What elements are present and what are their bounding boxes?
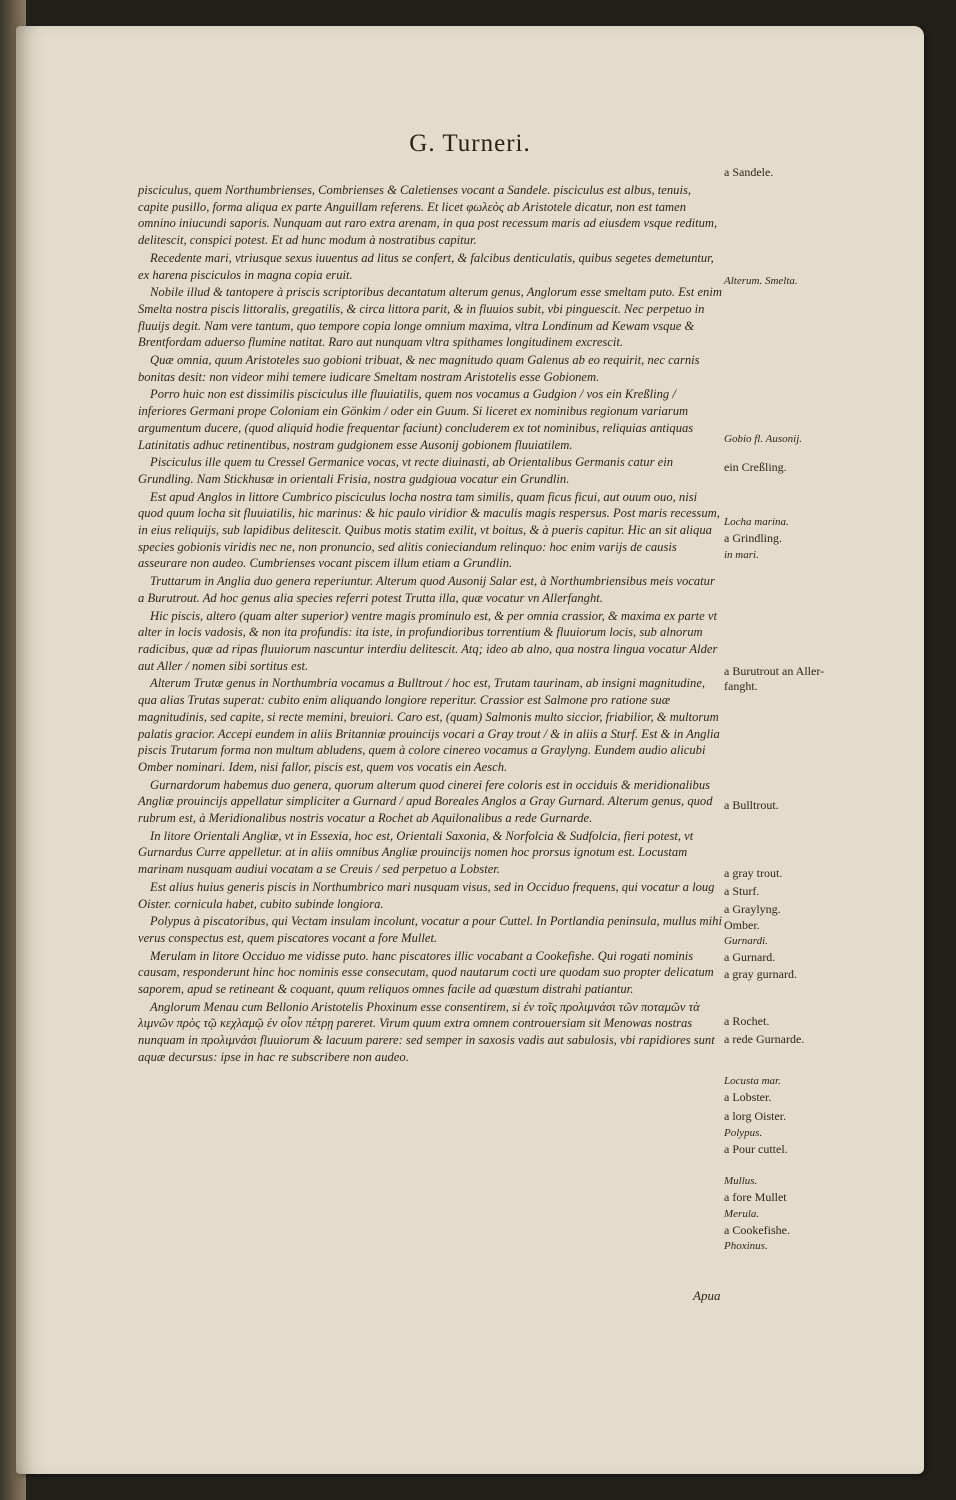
- margin-note: Alterum. Smelta.: [724, 275, 798, 287]
- margin-note: Omber.: [724, 918, 760, 932]
- margin-note: in mari.: [724, 549, 759, 561]
- margin-note: a Graylyng.: [724, 902, 781, 916]
- margin-note: a Lobster.: [724, 1090, 772, 1104]
- margin-note: Gurnardi.: [724, 935, 768, 947]
- margin-note: a Grindling.: [724, 531, 782, 545]
- margin-note: ein Creßling.: [724, 460, 787, 474]
- margin-note: a fore Mullet: [724, 1190, 787, 1204]
- margin-note: a lorg Oister.: [724, 1109, 787, 1123]
- margin-note: Gobio fl. Ausonij.: [724, 433, 803, 445]
- margin-note: a Burutrout an Aller-fanght.: [724, 664, 825, 693]
- margin-note: a Rochet.: [724, 1014, 770, 1028]
- paragraph-11: Gurnardorum habemus duo genera, quorum alterum quod cinerei fere coloris est in occiduis & meridionalibus Angliæ prouincijs appellatur simpliciter a Gurnard / apud Boreales Anglos a Gray Gurnard. Alterum genus, quod rubrum est, à Meridionalibus nostris vocatur a Rochet ab Aquilonalibus a rede Gurnarde.: [138, 777, 713, 826]
- margin-note: a Cookefishe.: [724, 1223, 790, 1237]
- paragraph-14: Polypus à piscatoribus, qui Vectam insulam incolunt, vocatur a pour Cuttel. In Portlandia peninsula, mullus mihi verus conspectus est, quem piscatores vocant a fore Mullet.: [138, 914, 722, 945]
- margin-note: a gray gurnard.: [724, 967, 797, 981]
- paragraph-1: pisciculus, quem Northumbrienses, Combrienses & Caletienses vocant a Sandele. pisciculus est albus, tenuis, capite pusillo, forma aliqua ex parte Anguillam referens. Et licet φωλεὸς ab Aristotele dicatur, non est tamen omnino iniucundi saporis. Nunquam aut raro extra arenam, in qua post recessum maris ad eiusdem vsque reditum, delitescit, conspici potest. Et ad hunc modum à nostratibus capitur.: [138, 183, 718, 248]
- margin-note: Locha marina.: [724, 516, 789, 528]
- catchword: Apua: [693, 1288, 721, 1303]
- body-text: [138, 182, 723, 1067]
- paragraph-9: Hic piscis, altero (quam alter superior) ventre magis prominulo est, & per omnia crassior, & maxima ex parte vt alter in locis vadosis, & non ita profundis: ita iste, in profundioribus torrentium & fluuiorum locis, sub alnorum radicibus, quæ ad ripas fluuiorum nascuntur interdiu delitescit. Atq; ideo ab alno, qua nostra lingua vocatur Alder aut Aller / nomen sibi sortitus est.: [138, 608, 718, 673]
- margin-note: Merula.: [724, 1208, 760, 1220]
- paragraph-8: Truttarum in Anglia duo genera reperiuntur. Alterum quod Ausonij Salar est, à Northumbriensibus meis vocatur a Burutrout. Ad hoc genus alia species referri potest Trutta illa, quæ vocatur vn Allerfanght.: [138, 574, 715, 605]
- margin-note: Phoxinus.: [724, 1240, 768, 1252]
- paragraph-15: Merulam in litore Occiduo me vidisse puto. hanc piscatores illic vocabant a Cookefishe. Qui rogati nominis causam, responderunt hinc hoc nominis esse consecutam, quod nautarum cocti ure quodam suo propter delicatum saporem, apud se retineant & coquant, quum reliquos omnes facile ad quæstum distrahi patiantur.: [138, 948, 714, 997]
- margin-note: a Gurnard.: [724, 950, 776, 964]
- paragraph-3: Nobile illud & tantopere à priscis scriptoribus decantatum alterum genus, Anglorum esse smeltam puto. Est enim Smelta nostra piscis littoralis, gregatilis, & circa littora parit, & in fluuios subit, vbi pinguescit. Nec perpetuo in fluuijs degit. Nam vere tantum, quo tempore copia longe omnium maxima, vltra Londinum ad Kewam vsque & Brentfordam aduerso flumine natitat. Raro aut nunquam vltra spithames longitudinem excrescit.: [138, 285, 722, 350]
- paragraph-16: Anglorum Menau cum Bellonio Aristotelis Phoxinum esse consentirem, si ἐν τοῖς προλιμνάσι τῶν ποταμῶν τὰ λιμνῶν πρὸς τῷ κεχλαμῷ ἐν οἷον πέτρῃ pareret. Virum quum extra omnem controuersiam sit Menowas nostras nunquam in προλιμνάσι fluuiorum & lacuum parere: sed semper in saxosis vadis aut sabulosis, vbi rapidiores sunt aquæ decursus: ipse in hac re subscribere non audeo.: [138, 999, 715, 1064]
- paragraph-2: Recedente mari, vtriusque sexus iuuentus ad litus se confert, & falcibus denticulatis, quibus segetes demetuntur, ex harena pisciculos in magna copia eruit.: [138, 250, 714, 282]
- margin-note: Mullus.: [724, 1175, 758, 1187]
- margin-note: a Pour cuttel.: [724, 1142, 788, 1156]
- paragraph-4: Quæ omnia, quum Aristoteles suo gobioni tribuat, & nec magnitudo quam Galenus ab eo requirit, nec carnis bonitas desit: non videor mihi temere iudicare Smeltam nostram Aristotelis esse Gobionem.: [138, 353, 700, 384]
- margin-note: a Sturf.: [724, 884, 760, 898]
- margin-note: Locusta mar.: [724, 1075, 781, 1087]
- paragraph-10: Alterum Trutæ genus in Northumbria vocamus a Bulltrout / hoc est, Trutam taurinam, ab insigni magnitudine, qua alias Trutas superat: cubito enim aliquando longiore reperitur. Crassior est Salmone pro ratione suæ magnitudinis, sed capite, si recte memini, breuiori. Caro est, (quam) Salmonis multo siccior, friabilior, & multorum palatis gracior. Accepi eundem in aliis Britanniæ prouincijs vocari a Gray trout / & in aliis a Sturf. Est & in Anglia piscis Trutarum forma non multum abludens, quem à colore cinereo vocamus a Graylyng. Eundem audio alicubi Omber nominari. Idem, nisi fallor, piscis est, quem vos vocatis ein Aesch.: [138, 676, 720, 774]
- margin-note: Polypus.: [724, 1127, 763, 1139]
- margin-note: a Sandele.: [724, 165, 774, 179]
- paragraph-6: Pisciculus ille quem tu Cressel Germanice vocas, vt recte diuinasti, ab Orientalibus Germanis catur ein Grundling. Nam Stickhusæ in orientali Frisia, nostra gudgioua vocatur ein Grundlin.: [138, 455, 674, 486]
- book-page: [16, 26, 924, 1474]
- margin-note: a Bulltrout.: [724, 798, 779, 812]
- paragraph-12: In litore Orientali Angliæ, vt in Essexia, hoc est, Orientali Saxonia, & Norfolcia & Sudfolcia, fieri potest, vt Gurnardus Curre appelletur. at in aliis omnibus Angliæ prouincijs nomen hoc prorsus ignotum est. Locustam marinam nusquam audiui vocatam a se Creuis / sed perpetuo a Lobster.: [138, 828, 694, 877]
- margin-note: a gray trout.: [724, 866, 783, 880]
- margin-note: a rede Gurnarde.: [724, 1032, 805, 1046]
- paragraph-13: Est alius huius generis piscis in Northumbrico mari nusquam visus, sed in Occiduo frequens, qui vocatur a loug Oister. cornicula habet, cubito subinde longiora.: [138, 879, 715, 911]
- paragraph-5: Porro huic non est dissimilis pisciculus ille fluuiatilis, quem nos vocamus a Gudgion / vos ein Kreßling / inferiores Germani prope Coloniam ein Gönkim / oder ein Guum. Si liceret ex nominibus regionum variarum argumentum ducere, (quod aliquid hodie frequentar faciunt) concluderem ex tot nominibus, reliquias antiquas Latinitatis adhuc retinentibus, nostram gudgionem esse Ausonij gobionem fluuiatilem.: [138, 387, 694, 452]
- paragraph-7: Est apud Anglos in littore Cumbrico pisciculus locha nostra tam similis, quam ficus ficui, aut ouum ouo, nisi quod quum locha sit fluuiatilis, hic marinus: & hic paulo viridior & maculis magis respersus. Post maris recessum, in eius reliquijs, sub lapidibus delitescit. Quibus motis statim exilit, vt boitus, & à pueris capitur. Hic an sit aliqua species gobionis viridis nec ne, non pronuncio, sed alitis conieciandum relinquo: hoc enim varijs de causis asseurare non audeo. Cumbrienses vocant piscem illum etiam a Grundlin.: [138, 489, 720, 571]
- running-head: G. Turneri.: [409, 130, 531, 157]
